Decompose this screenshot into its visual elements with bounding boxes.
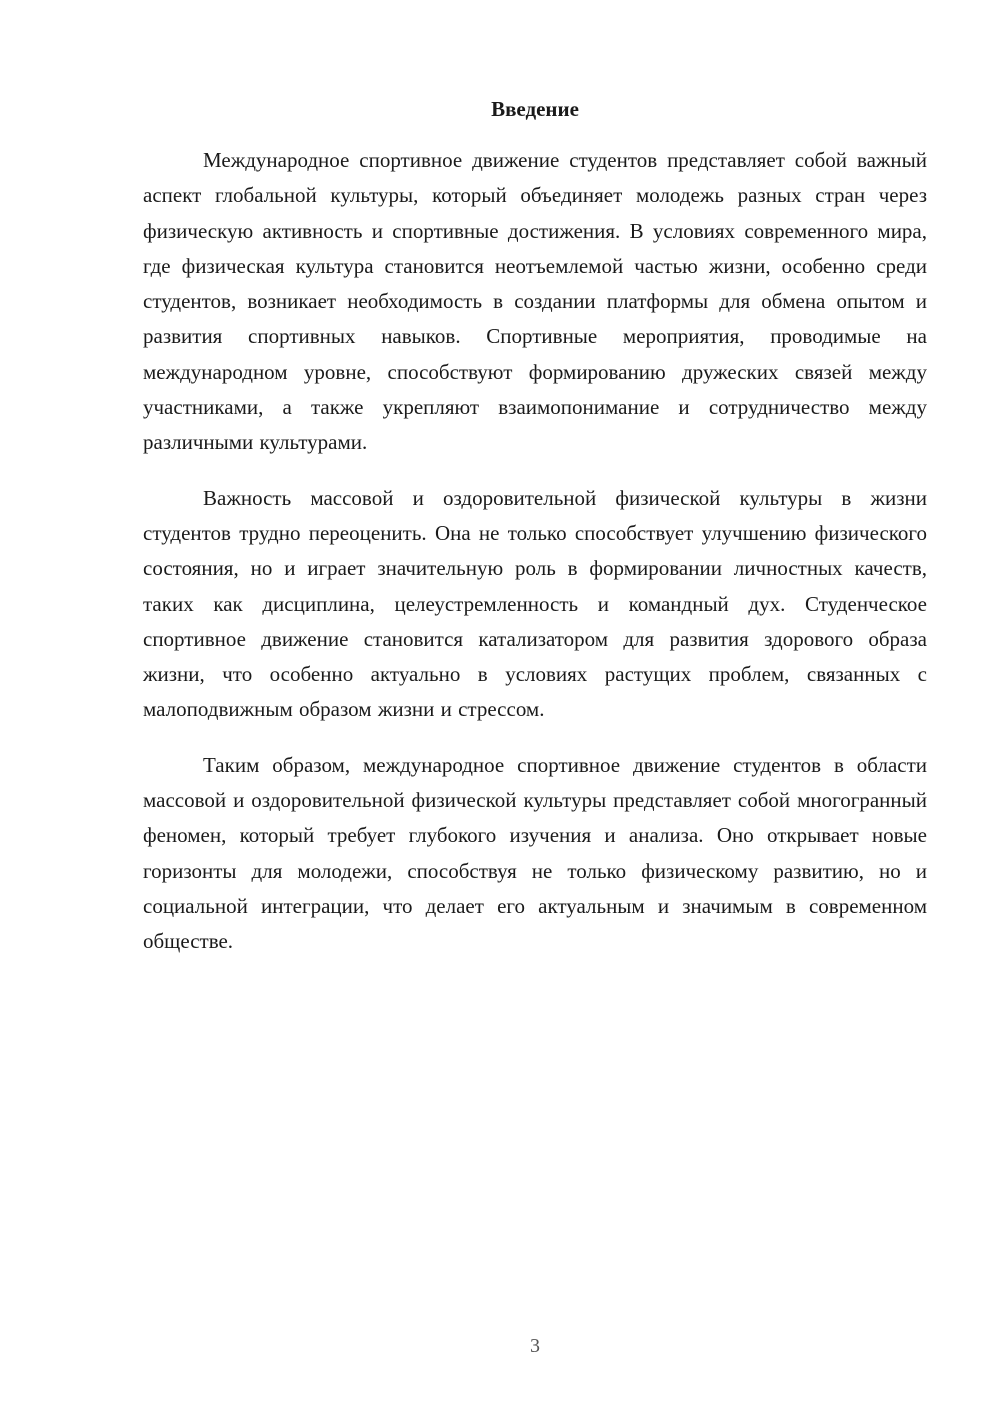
paragraph: Важность массовой и оздоровительной физической культуры в жизни студентов трудно переоценить. Она не только способствует улучшению физического состояния, но и играет значительную роль в формировании личностных качеств, таких как дисциплина, целеустремленность и командный дух. Студенческое спортивное движение становится катализатором для развития здорового образа жизни, что особенно актуально в условиях растущих проблем, связанных с малоподвижным образом жизни и стрессом. xyxy=(143,485,927,722)
paragraph: Международное спортивное движение студентов представляет собой важный аспект глобальной культуры, который объединяет молодежь разных стран через физическую активность и спортивные достижения. В условиях современного мира, где физическая культура становится неотъемлемой частью жизни, особенно среди студентов, возникает необходимость в создании платформы для обмена опытом и развития спортивных навыков. Спортивные мероприятия, проводимые на международном уровне, способствуют формированию дружеских связей между участниками, а также укрепляют взаимопонимание и сотрудничество между различными культурами. xyxy=(143,148,927,455)
section-heading: Введение xyxy=(491,97,579,121)
page-number: 3 xyxy=(530,1335,540,1357)
paragraph: Таким образом, международное спортивное движение студентов в области массовой и оздоровительной физической культуры представляет собой многогранный феномен, который требует глубокого изучения и анализа. Оно открывает новые горизонты для молодежи, способствуя не только физическому развитию, но и социальной интеграции, что делает его актуальным и значимым в современном обществе. xyxy=(143,752,927,954)
body-text xyxy=(143,143,927,960)
